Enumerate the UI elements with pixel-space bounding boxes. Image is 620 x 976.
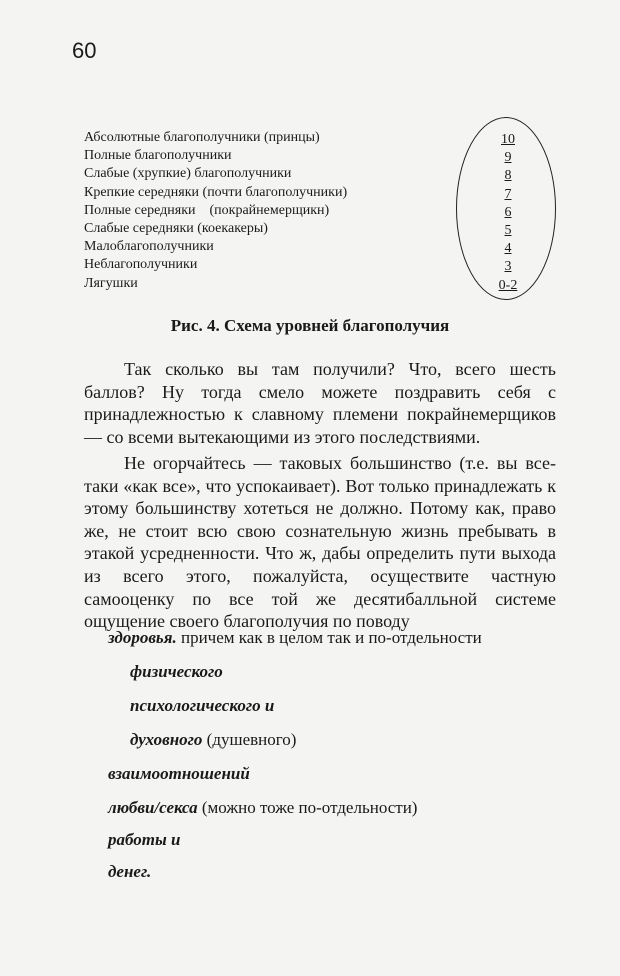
scores-column (488, 131, 528, 295)
level-label: Крепкие середняки (почти благополучники) (84, 184, 348, 200)
list-term: взаимоотношений (108, 764, 250, 783)
list-item-spiritual (130, 730, 296, 750)
level-label: Абсолютные благополучники (принцы) (84, 130, 320, 145)
level-score: 7 (504, 186, 512, 202)
list-term: работы и (108, 830, 181, 849)
list-term: здоровья. (108, 628, 177, 647)
level-score: 5 (504, 222, 512, 238)
level-score: 8 (504, 168, 512, 184)
list-term: физического (130, 662, 223, 681)
level-score: 9 (504, 150, 512, 166)
list-item-money (108, 862, 151, 882)
figure-caption: Рис. 4. Схема уровней благополучия (170, 316, 450, 335)
page-number: 60 (72, 38, 97, 63)
level-label: Полные благополучники (84, 148, 232, 164)
list-note: (можно тоже по-отдельности) (197, 798, 418, 817)
level-score: 3 (504, 259, 512, 275)
level-score: 6 (504, 204, 512, 220)
paragraph: Так сколько вы там получили? Что, всего шесть баллов? Ну тогда смело можете поздравить себя с принадлежностью к славному племени покрайнемерщиков — со всеми вытекающими из этого последствиями. (84, 359, 556, 447)
paragraph: Не огорчайтесь — таковых большинство (т.е. вы все-таки «как все», что успокаивает). Вот только принадлежать к этому большинству хотеться не должно. Потому как, право же, не стоит всю свою сознательную жизнь пребывать в этакой усредненности. Что ж, дабы определить пути выхода из всего этого, пожалуйста, осуществите частную самооценку по все той же десятибалльной системе ощущение своего благополучия по поводу (84, 453, 556, 632)
list-term: любви/секса (108, 798, 198, 817)
wellbeing-levels-list (84, 129, 347, 293)
level-label: Слабые (хрупкие) благополучники (84, 166, 292, 182)
list-item-relations (108, 764, 250, 784)
list-term: психологического и (130, 696, 275, 715)
level-score: 0-2 (498, 277, 518, 293)
list-term: денег. (108, 862, 152, 881)
level-score: 10 (501, 132, 515, 147)
level-label: Лягушки (84, 275, 138, 291)
level-label: Малоблагополучники (84, 239, 214, 255)
list-item-psychological (130, 696, 274, 716)
level-label: Слабые середняки (коекакеры) (84, 220, 268, 236)
level-label: Полные середняки (покрайнемерщикн) (84, 202, 330, 218)
list-note: (душевного) (202, 730, 297, 749)
list-note: причем как в целом так и по-отдельности (176, 628, 482, 647)
list-item-physical (130, 662, 223, 682)
level-score: 4 (504, 241, 512, 257)
list-item-health (108, 628, 482, 648)
list-term: духовного (130, 730, 203, 749)
list-item-love (108, 798, 417, 818)
list-item-work (108, 830, 180, 850)
level-label: Неблагополучники (84, 257, 198, 273)
